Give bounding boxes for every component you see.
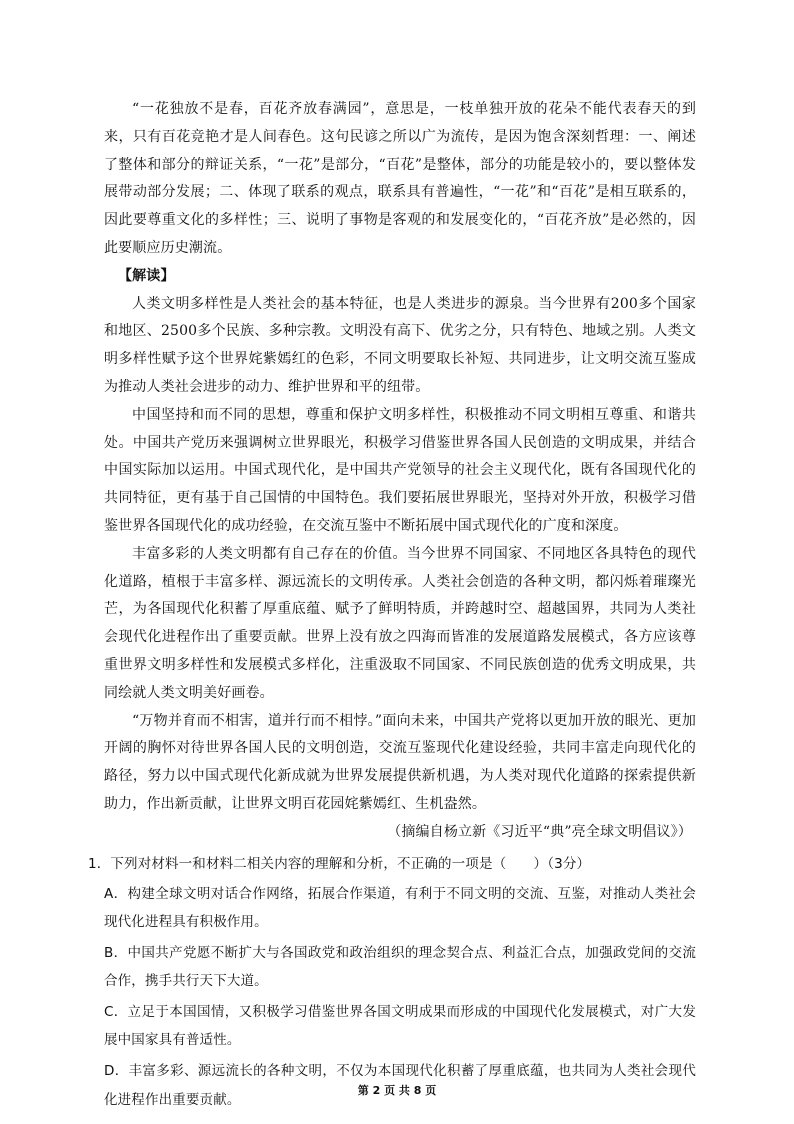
page-number: 第 2 页 共 8 页 bbox=[357, 1084, 437, 1097]
section-heading: 【解读】 bbox=[118, 267, 175, 284]
body-paragraph: 中国坚持和而不同的思想，尊重和保护文明多样性，积极推动不同文明相互尊重、和谐共处。中国共产党历来强调树立世界眼光，积极学习借鉴世界各国人民创造的文明成果，并结合中国实际加以运用。中国式现代化，是中国共产党领导的社会主义现代化，既有各国现代化的共同特征，更有基于自己国情的中国特色。我们要拓展世界眼光，坚持对外开放，积极学习借鉴世界各国现代化的成功经验，在交流互鉴中不断拓展中国式现代化的广度和深度。 bbox=[104, 406, 696, 534]
option-b: B．中国共产党愿不断扩大与各国政党和政治组织的理念契合点、利益汇合点，加强政党间的交流合作，携手共行天下大道。 bbox=[104, 944, 696, 990]
source-citation: （摘编自杨立新《习近平“典”亮全球文明倡议》） bbox=[387, 823, 692, 840]
option-c: C．立足于本国国情，又积极学习借鉴世界各国文明成果而形成的中国现代化发展模式，对广大发展中国家具有普适性。 bbox=[104, 1003, 696, 1049]
question-stem: 1．下列对材料一和材料二相关内容的理解和分析，不正确的一项是（ ）（3分） bbox=[88, 855, 591, 872]
body-paragraph: 丰富多彩的人类文明都有自己存在的价值。当今世界不同国家、不同地区各具特色的现代化道路，植根于丰富多样、源远流长的文明传承。人类社会创造的各种文明，都闪烁着璀璨光芒，为各国现代化积蓄了厚重底蕴、赋予了鲜明特质，并跨越时空、超越国界，共同为人类社会现代化进程作出了重要贡献。世界上没有放之四海而皆准的发展道路发展模式，各方应该尊重世界文明多样性和发展模式多样化，注重汲取不同国家、不同民族创造的优秀文明成果，共同绘就人类文明美好画卷。 bbox=[104, 545, 696, 701]
option-d: D．丰富多彩、源远流长的各种文明，不仅为本国现代化积蓄了厚重底蕴，也共同为人类社会现代化进程作出重要贡献。 bbox=[104, 1063, 696, 1108]
option-a: A．构建全球文明对话合作网络，拓展合作渠道，有利于不同文明的交流、互鉴，对推动人类社会现代化进程具有积极作用。 bbox=[104, 885, 696, 931]
body-paragraph: 人类文明多样性是人类社会的基本特征，也是人类进步的源泉。当今世界有200多个国家和地区、2500多个民族、多种宗教。文明没有高下、优劣之分，只有特色、地域之别。人类文明多样性赋予这个世界姹紫嫣红的色彩，不同文明要取长补短、共同进步，让文明交流互鉴成为推动人类社会进步的动力、维护世界和平的纽带。 bbox=[104, 295, 696, 395]
intro-paragraph: “一花独放不是春，百花齐放春满园”，意思是，一枝单独开放的花朵不能代表春天的到来，只有百花竞艳才是人间春色。这句民谚之所以广为流传，是因为饱含深刻哲理：一、阐述了整体和部分的辩证关系，“一花”是部分，“百花”是整体，部分的功能是较小的，要以整体发展带动部分发展；二、体现了联系的观点，联系具有普遍性，“一花”和“百花”是相互联系的，因此要尊重文化的多样性；三、说明了事物是客观的和发展变化的，“百花齐放”是必然的，因此要顺应历史潮流。 bbox=[104, 101, 696, 256]
body-paragraph: “万物并育而不相害，道并行而不相悖。”面向未来，中国共产党将以更加开放的眼光、更加开阔的胸怀对待世界各国人民的文明创造，交流互鉴现代化建设经验，共同丰富走向现代化的路径，努力以中国式现代化新成就为世界发展提供新机遇，为人类对现代化道路的探索提供新助力，作出新贡献，让世界文明百花园姹紫嫣红、生机盎然。 bbox=[104, 712, 696, 812]
page-content bbox=[88, 96, 696, 1114]
